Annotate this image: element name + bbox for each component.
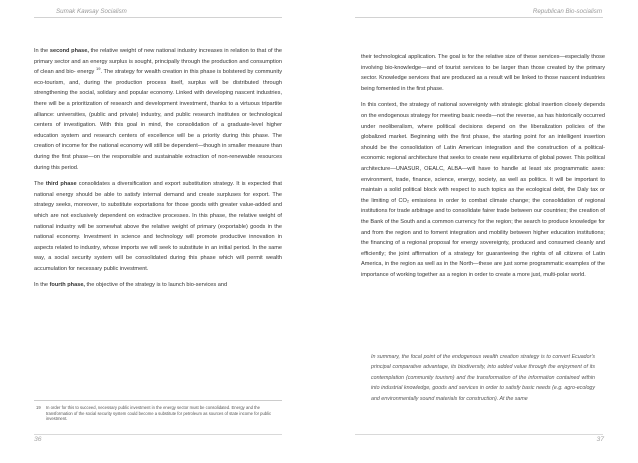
footnote-number: 19 <box>36 405 41 410</box>
paragraph-third-phase: The third phase consolidates a diversification and export substitution strategy. It is expected that national energy should be able to satisfy internal demand and create surpluses for export. The strategy seeks, moreover, to substitute exportations for those goods with greater value-added and which are not exclusively dependent on extractive processes. In this phase, the relative weight of national industry will be somewhat above the relative weight of primary (exportable) goods in the national economy. Investment in science and technology will promote productive innovation in aspects related to industry, whose imports we will seek to substitute in an initial period. In the same way, a social security system will be consolidated during this phase which will permit wealth accumulation for necessary public investment. <box>34 181 282 272</box>
paragraph-fourth-phase: In the fourth phase, the objective of the strategy is to launch bio-services and <box>34 282 228 289</box>
right-body-text <box>361 52 605 286</box>
footnote-rule <box>34 400 282 401</box>
bold-term: fourth phase, <box>49 282 85 289</box>
left-page-number: 36 <box>34 436 42 443</box>
left-footer-rule <box>34 434 282 435</box>
right-running-header: Republican Bio-socialism <box>532 8 602 15</box>
footnote <box>36 405 282 422</box>
right-page <box>319 0 638 463</box>
right-footer-rule <box>355 434 603 435</box>
paragraph-national-sovereignty: In this context, the strategy of national sovereignty with strategic global insertion closely depends on the endogenous strategy for meeting basic needs—not the reverse, as has historically occurred under neoliberalism, where political decisions depend on the liberalization policies of the globalized market. Beginning with the first phase, the starting point for an intelligent insertion should be the consolidation of Latin American integration and the construction of a political-economic regional architecture that seeks to create new equilibriums of global power. This political architecture—UNASUR, OEALC, ALBA—will have to handle at least six programmatic axes: environment, trade, finance, science, energy, society, as well as politics. It will be important to maintain a solid political block with respect to such topics as the ecological debt, the Daly tax or the limiting of CO₂ emissions in order to combat climate change; the consolidation of regional institutions for trade arbitrage and to consolidate fairer trade between our countries; the creation of the Bank of the South and a common currency for the region; the search to produce knowledge for and from the region and to foment integration and mobility between higher education institutions; the financing of a regional proposal for energy sovereignty, produced and consumed cleanly and efficiently; the joint affirmation of a strategy for guaranteeing the rights of all citizens of Latin America, in the region as well as in the North—these are just some programmatic examples of the importance of working together as a region in order to create a more just, multi-polar world. <box>361 102 605 278</box>
right-page-number: 37 <box>596 436 604 443</box>
left-header-rule <box>34 17 282 18</box>
left-body-text <box>34 46 282 297</box>
bold-term: second phase, <box>49 48 89 54</box>
paragraph-second-phase: In the second phase, the relative weight of new national industry increases in relation to that of the primary sector and an energy surplus is sought, principally through the production and consumption of clean and bio- energy $^{19}$. The strategy for wealth creation in this phase is bolstered by community eco-tourism, and, during the production process itself, surplus will be distributed through strengthening the social, solidary and popular economy. Linked with developing nascent industries, there will be a prioritization of research and development investment, thanks to a virtuous tripartite alliance: universities, (public and private) industry, and public research institutes or technological centers of investigation. With this goal in mind, the consolidation of a graduate-level higher education system and research centers of excellence will be a priority during this phase. The creation of income for the national economy will still be dependent—though in smaller measure than during the first phase—on the responsible and sustainable extraction of non-renewable resources during this period. <box>34 48 282 171</box>
left-running-header: Sumak Kawsay Socialism <box>56 8 127 15</box>
summary-quote: In summary, the focal point of the endogenous wealth creation strategy is to convert Ecuador's principal comparative advantage, its biodiversity, into added value through the enjoyment of its contemplation (community tourism) and the transformation of the information contained within into industrial knowledge, goods and services in order to satisfy basic needs (e.g. agro-ecology and environmentally sound materials for construction). At the same <box>371 354 595 402</box>
right-header-rule <box>355 17 603 18</box>
footnote-text: In order for this to succeed, necessary public investment in the energy sector must be consolidated. Energy and the transformation of the social security system could become a substitute for petroleum as sources of state income for public investment. <box>46 405 272 422</box>
bold-term: third phase <box>45 181 77 188</box>
paragraph-technological-application: their technological application. The goal is for the relative size of these services—especially those involving bio-knowledge—and of tourist services to be larger than those created by the primary sector. Knowledge services that are produced as a result will be linked to those nascent industries being fomented in the first phase. <box>361 54 605 92</box>
footnote-ref[interactable]: 19 <box>96 66 101 72</box>
